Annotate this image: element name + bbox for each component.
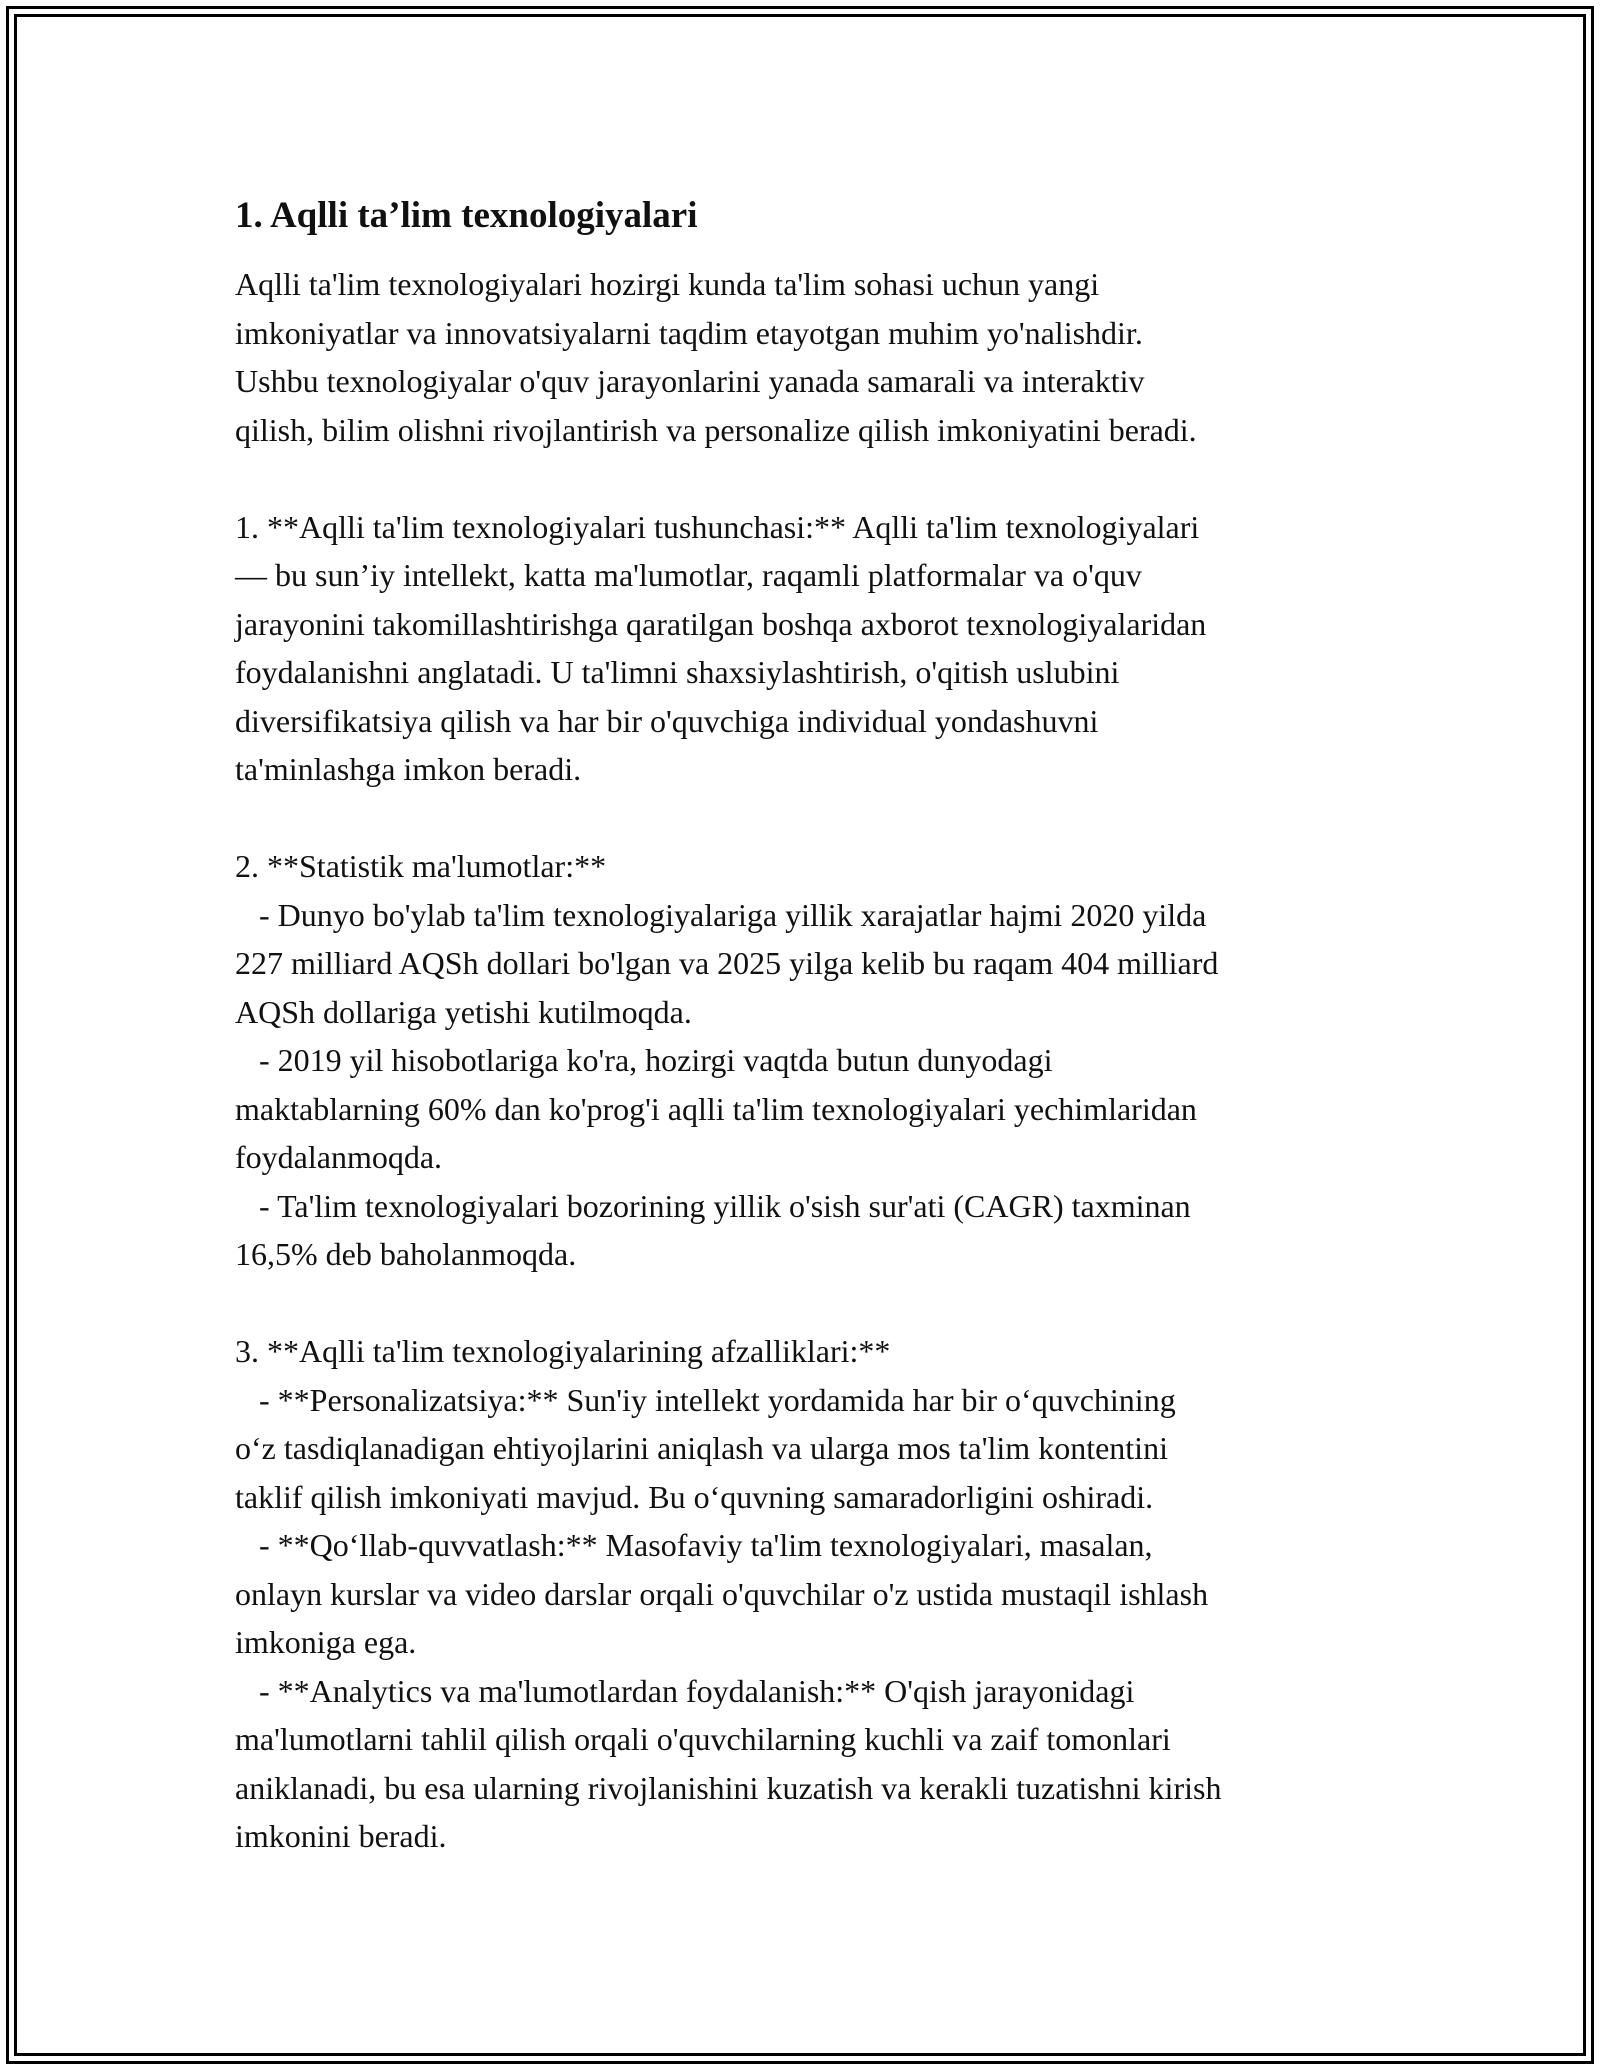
text-line: onlayn kurslar va video darslar orqali o'quvchilar o'z ustida mustaqil ishlash bbox=[235, 1575, 1209, 1612]
text-line: ma'lumotlarni tahlil qilish orqali o'quvchilarning kuchli va zaif tomonlari bbox=[235, 1721, 1171, 1757]
text-line: 3. **Aqlli ta'lim texnologiyalarining afzalliklari:** bbox=[235, 1333, 891, 1369]
section-concept bbox=[235, 503, 1375, 794]
text-line: - **Personalizatsiya:** Sun'iy intellekt yordamida har bir o‘quvchining bbox=[235, 1381, 1176, 1418]
text-line: imkonini beradi. bbox=[235, 1818, 447, 1854]
paragraph-spacer bbox=[235, 794, 1375, 843]
text-line: Ushbu texnologiyalar o'quv jarayonlarini yanada samarali va interaktiv bbox=[235, 363, 1145, 399]
text-line: diversifikatsiya qilish va har bir o'quvchiga individual yondashuvni bbox=[235, 702, 1099, 739]
text-line: imkoniga ega. bbox=[235, 1624, 417, 1660]
section-advantages bbox=[235, 1327, 1375, 1861]
paragraph-spacer bbox=[235, 1279, 1375, 1328]
text-line: ta'minlashga imkon beradi. bbox=[235, 751, 582, 787]
intro-paragraph bbox=[235, 260, 1375, 454]
document-body bbox=[235, 188, 1375, 1861]
text-line: qilish, bilim olishni rivojlantirish va personalize qilish imkoniyatini beradi. bbox=[235, 411, 1197, 448]
text-line: - 2019 yil hisobotlariga ko'ra, hozirgi vaqtda butun dunyodagi bbox=[235, 1042, 1053, 1078]
text-line: jarayonini takomillashtirishga qaratilgan boshqa axborot texnologiyalaridan bbox=[235, 605, 1207, 642]
text-line: foydalanmoqda. bbox=[235, 1139, 443, 1175]
text-line: AQSh dollariga yetishi kutilmoqda. bbox=[235, 993, 692, 1030]
text-line: maktablarning 60% dan ko'prog'i aqlli ta'lim texnologiyalari yechimlaridan bbox=[235, 1090, 1197, 1127]
text-line: - Ta'lim texnologiyalari bozorining yillik o'sish sur'ati (CAGR) taxminan bbox=[235, 1187, 1191, 1224]
paragraph-spacer bbox=[235, 454, 1375, 503]
text-line: 16,5% deb baholanmoqda. bbox=[235, 1236, 577, 1272]
text-line: — bu sun’iy intellekt, katta ma'lumotlar, raqamli platformalar va o'quv bbox=[235, 557, 1142, 593]
text-line: 1. **Aqlli ta'lim texnologiyalari tushunchasi:** Aqlli ta'lim texnologiyalari bbox=[235, 508, 1200, 545]
text-line: - **Qo‘llab-quvvatlash:** Masofaviy ta'lim texnologiyalari, masalan, bbox=[235, 1527, 1153, 1563]
section-statistics bbox=[235, 842, 1375, 1279]
text-line: o‘z tasdiqlanadigan ehtiyojlarini aniqlash va ularga mos ta'lim kontentini bbox=[235, 1430, 1168, 1466]
text-line: Aqlli ta'lim texnologiyalari hozirgi kunda ta'lim sohasi uchun yangi bbox=[235, 266, 1100, 302]
page-title: 1. Aqlli ta’lim texnologiyalari bbox=[235, 195, 698, 236]
text-line: taklif qilish imkoniyati mavjud. Bu o‘quvning samaradorligini oshiradi. bbox=[235, 1478, 1154, 1515]
text-line: imkoniyatlar va innovatsiyalarni taqdim etayotgan muhim yo'nalishdir. bbox=[235, 314, 1143, 351]
text-line: - Dunyo bo'ylab ta'lim texnologiyalariga yillik xarajatlar hajmi 2020 yilda bbox=[235, 896, 1207, 933]
text-line: - **Analytics va ma'lumotlardan foydalanish:** O'qish jarayonidagi bbox=[235, 1672, 1135, 1709]
text-line: 227 milliard AQSh dollari bo'lgan va 2025 yilga kelib bu raqam 404 milliard bbox=[235, 945, 1219, 981]
text-line: 2. **Statistik ma'lumotlar:** bbox=[235, 848, 607, 884]
text-line: aniklanadi, bu esa ularning rivojlanishini kuzatish va kerakli tuzatishni kirish bbox=[235, 1769, 1222, 1806]
text-line: foydalanishni anglatadi. U ta'limni shaxsiylashtirish, o'qitish uslubini bbox=[235, 654, 1120, 690]
